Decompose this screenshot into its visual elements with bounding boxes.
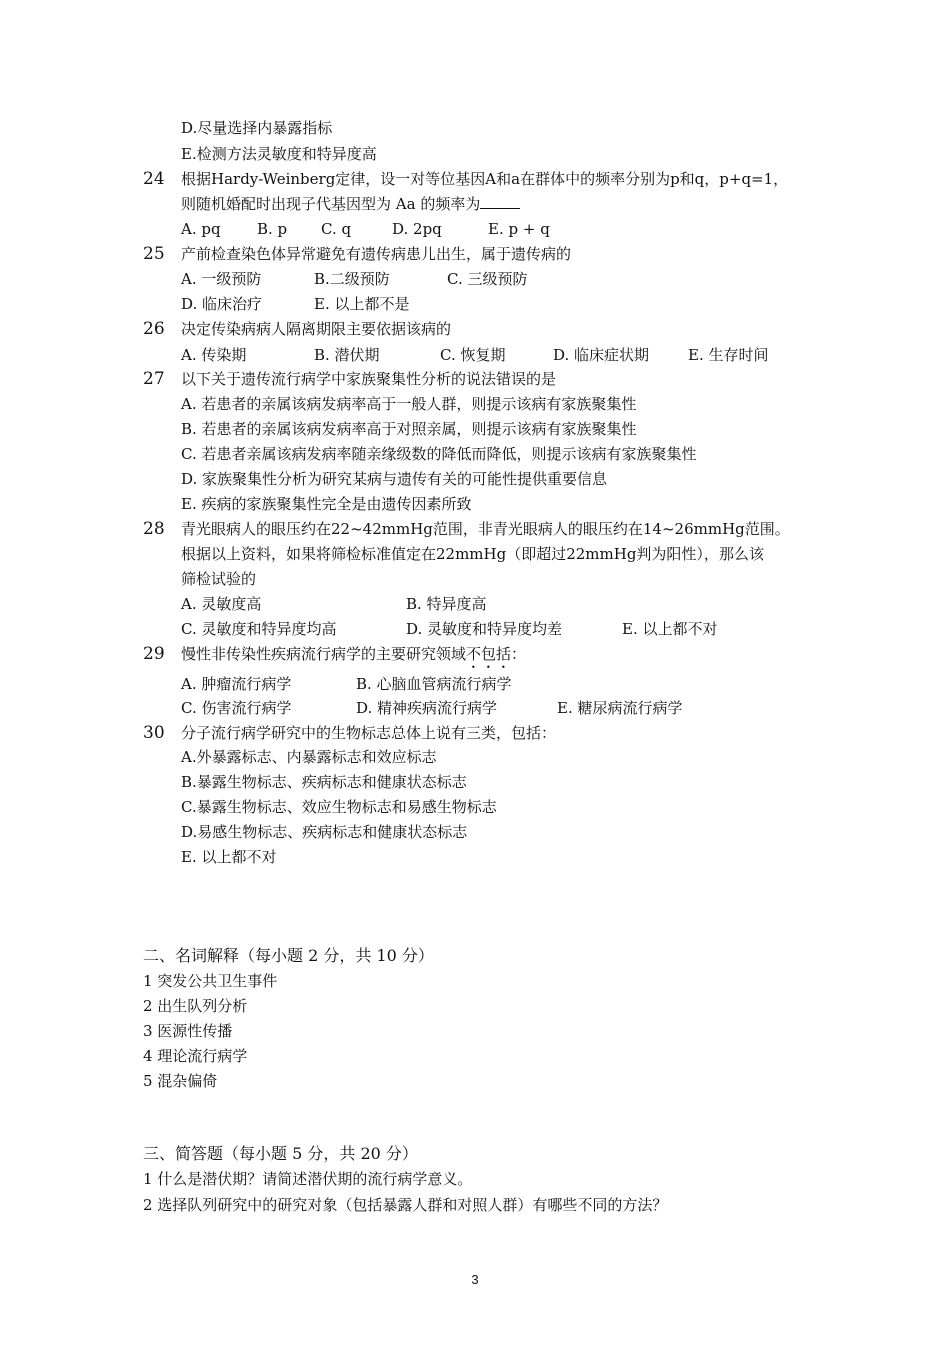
q30-option-d: D.易感生物标志、疾病标志和健康状态标志 [181,823,468,841]
q27-option-e: E. 疾病的家族聚集性完全是由遗传因素所致 [181,495,472,513]
section3-title: 三、简答题（每小题 5 分，共 20 分） [143,1144,418,1163]
q29-option-a: A. 肿瘤流行病学 [181,675,292,693]
section2-title: 二、名词解释（每小题 2 分，共 10 分） [143,946,434,965]
section3-item-1: 1 什么是潜伏期？请简述潜伏期的流行病学意义。 [143,1170,473,1188]
q30-option-a: A.外暴露标志、内暴露标志和效应标志 [181,748,437,766]
q25-option-b: B.二级预防 [314,270,390,288]
q28-text-line1: 青光眼病人的眼压约在22~42mmHg范围，非青光眼病人的眼压约在14~26mmHg范围。 [181,520,790,538]
q30-text: 分子流行病学研究中的生物标志总体上说有三类，包括： [181,724,557,742]
section2-item-1: 1 突发公共卫生事件 [143,972,278,990]
q24-text-line1: 根据Hardy-Weinberg定律，设一对等位基因A和a在群体中的频率分别为p和q，p+q=1， [181,170,789,188]
q29-emphasis-text: 不包括 [466,645,512,663]
q24-text-line2 [181,194,520,214]
q30-option-c: C.暴露生物标志、效应生物标志和易感生物标志 [181,798,497,816]
q28-option-b: B. 特异度高 [406,595,487,613]
q24-option-a: A. pq [181,220,221,238]
q26-option-d: D. 临床症状期 [553,346,650,364]
q24-option-b: B. p [257,220,288,238]
q27-text: 以下关于遗传流行病学中家族聚集性分析的说法错误的是 [181,370,557,388]
q25-option-a: A. 一级预防 [181,270,262,288]
q29-option-e: E. 糖尿病流行病学 [557,699,683,717]
answer-blank [480,194,520,209]
q26-number: 26 [143,319,165,339]
section2-item-5: 5 混杂偏倚 [143,1072,218,1090]
q23-option-d: D.尽量选择内暴露指标 [181,119,333,137]
q26-option-e: E. 生存时间 [688,346,769,364]
q25-option-c: C. 三级预防 [447,270,528,288]
q24-option-d: D. 2pq [392,220,442,238]
q26-option-c: C. 恢复期 [440,346,506,364]
q25-option-d: D. 临床治疗 [181,295,263,313]
section3-item-2: 2 选择队列研究中的研究对象（包括暴露人群和对照人群）有哪些不同的方法？ [143,1196,668,1214]
q27-option-b: B. 若患者的亲属该病发病率高于对照亲属，则提示该病有家族聚集性 [181,420,637,438]
q30-option-e: E. 以上都不对 [181,848,277,866]
q28-number: 28 [143,519,165,539]
q29-text-colon: ： [511,645,527,663]
q25-option-e: E. 以上都不是 [314,295,410,313]
q25-text: 产前检查染色体异常避免有遗传病患儿出生，属于遗传病的 [181,245,572,263]
q29-option-c: C. 伤害流行病学 [181,699,292,717]
q27-number: 27 [143,369,165,389]
q24-option-e: E. p + q [488,220,550,238]
q29-option-d: D. 精神疾病流行病学 [356,699,498,717]
q25-number: 25 [143,244,165,264]
q30-option-b: B.暴露生物标志、疾病标志和健康状态标志 [181,773,467,791]
q24-option-c: C. q [321,220,352,238]
q27-option-c: C. 若患者亲属该病发病率随亲缘级数的降低而降低，则提示该病有家族聚集性 [181,445,697,463]
q24-text: 则随机婚配时出现子代基因型为 Aa 的频率为 [181,195,481,213]
q23-option-e: E.检测方法灵敏度和特异度高 [181,145,377,163]
q29-text [181,644,526,672]
section2-item-3: 3 医源性传播 [143,1022,233,1040]
q29-option-b: B. 心脑血管病流行病学 [356,675,512,693]
q24-number: 24 [143,169,165,189]
q30-number: 30 [143,723,165,743]
section2-item-4: 4 理论流行病学 [143,1047,248,1065]
q26-option-a: A. 传染期 [181,346,247,364]
q28-option-d: D. 灵敏度和特异度均差 [406,620,563,638]
q27-option-d: D. 家族聚集性分析为研究某病与遗传有关的可能性提供重要信息 [181,470,608,488]
q27-option-a: A. 若患者的亲属该病发病率高于一般人群，则提示该病有家族聚集性 [181,395,637,413]
q26-option-b: B. 潜伏期 [314,346,380,364]
q28-text-line3: 筛检试验的 [181,570,257,588]
q28-option-c: C. 灵敏度和特异度均高 [181,620,337,638]
q26-text: 决定传染病病人隔离期限主要依据该病的 [181,320,452,338]
q29-number: 29 [143,644,165,664]
page-number: 3 [471,1272,479,1287]
q28-option-e: E. 以上都不对 [622,620,718,638]
q28-option-a: A. 灵敏度高 [181,595,262,613]
q28-text-line2: 根据以上资料，如果将筛检标准值定在22mmHg（即超过22mmHg判为阳性），那么该 [181,545,764,563]
section2-item-2: 2 出生队列分析 [143,997,248,1015]
q29-text-main: 慢性非传染性疾病流行病学的主要研究领域 [181,645,467,663]
